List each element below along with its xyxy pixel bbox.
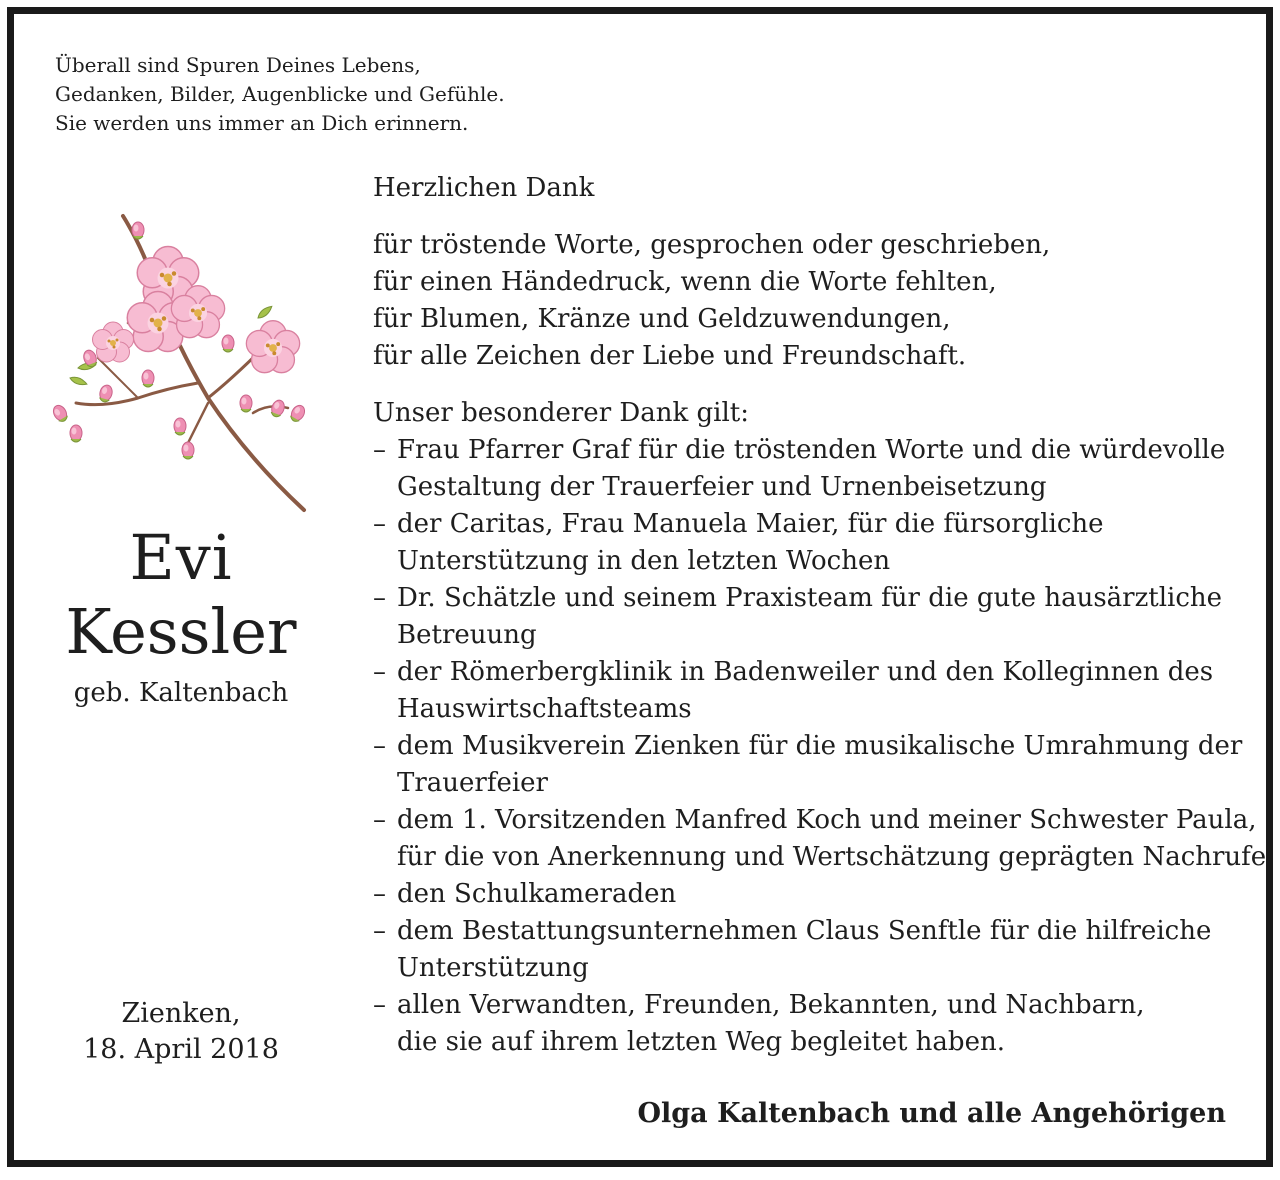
- dash-bullet: –: [373, 509, 386, 539]
- entry-line: für die von Anerkennung und Wertschätzung geprägten Nachrufe: [397, 842, 1267, 872]
- maiden-name: geb. Kaltenbach: [73, 678, 289, 708]
- special-thanks-intro: Unser besonderer Dank gilt:: [373, 398, 749, 428]
- thanks-line: für alle Zeichen der Liebe und Freundschaft.: [373, 341, 967, 371]
- motto-line: Überall sind Spuren Deines Lebens,: [55, 53, 421, 77]
- cherry-blossom-branch-icon: [48, 208, 310, 514]
- place-date: [40, 996, 322, 1068]
- motto-line: Gedanken, Bilder, Augenblicke und Gefühle.: [55, 82, 505, 106]
- thanks-entry: [373, 432, 1233, 506]
- thanks-heading: Herzlichen Dank: [373, 173, 595, 203]
- entry-line: Dr. Schätzle und seinem Praxisteam für die gute hausärztliche: [397, 583, 1223, 613]
- entry-line: der Caritas, Frau Manuela Maier, für die fürsorgliche: [397, 509, 1104, 539]
- dash-bullet: –: [373, 916, 386, 946]
- entry-line: allen Verwandten, Freunden, Bekannten, und Nachbarn,: [397, 990, 1145, 1020]
- motto-verse: [55, 51, 505, 138]
- motto-line: Sie werden uns immer an Dich erinnern.: [55, 111, 469, 135]
- entry-line: dem 1. Vorsitzenden Manfred Koch und meiner Schwester Paula,: [397, 805, 1257, 835]
- place: Zienken,: [121, 998, 241, 1029]
- entry-line: Unterstützung in den letzten Wochen: [397, 546, 891, 576]
- thanks-line: für tröstende Worte, gesprochen oder geschrieben,: [373, 230, 1051, 260]
- thanks-text: [373, 170, 1267, 1061]
- entry-line: den Schulkameraden: [397, 879, 677, 909]
- dash-bullet: –: [373, 583, 386, 613]
- entry-line: dem Musikverein Zienken für die musikalische Umrahmung der: [397, 731, 1243, 761]
- thanks-line: für Blumen, Kränze und Geldzuwendungen,: [373, 304, 951, 334]
- thanks-entry: [373, 654, 1233, 728]
- last-name: Kessler: [65, 595, 297, 668]
- dash-bullet: –: [373, 657, 386, 687]
- entry-line: die sie auf ihrem letzten Weg begleitet haben.: [397, 1027, 1005, 1057]
- thanks-entry: [373, 728, 1243, 802]
- dash-bullet: –: [373, 990, 386, 1020]
- thanks-entry: [373, 506, 1233, 580]
- entry-line: der Römerbergklinik in Badenweiler und den Kolleginnen des: [397, 657, 1214, 687]
- dash-bullet: –: [373, 731, 386, 761]
- signature: Olga Kaltenbach und alle Angehörigen: [637, 1098, 1226, 1129]
- entry-line: Hauswirtschaftsteams: [397, 694, 692, 724]
- thanks-entry: [373, 876, 1233, 913]
- thanks-entry: [373, 802, 1267, 876]
- entry-line: dem Bestattungsunternehmen Claus Senftle für die hilfreiche: [397, 916, 1212, 946]
- thanks-entry: [373, 580, 1233, 654]
- entry-line: Trauerfeier: [397, 768, 548, 798]
- thanks-line: für einen Händedruck, wenn die Worte fehlten,: [373, 267, 997, 297]
- thanks-entry: [373, 987, 1233, 1061]
- entry-line: Betreuung: [397, 620, 537, 650]
- date: 18. April 2018: [83, 1034, 279, 1065]
- deceased-name-block: [40, 520, 322, 710]
- dash-bullet: –: [373, 879, 386, 909]
- first-name: Evi: [129, 521, 233, 594]
- dash-bullet: –: [373, 435, 386, 465]
- entry-line: Unterstützung: [397, 953, 589, 983]
- entry-line: Frau Pfarrer Graf für die tröstenden Worte und die würdevolle: [397, 435, 1226, 465]
- thanks-entry: [373, 913, 1233, 987]
- thanks-verse: [373, 227, 1233, 375]
- entry-line: Gestaltung der Trauerfeier und Urnenbeisetzung: [397, 472, 1047, 502]
- dash-bullet: –: [373, 805, 386, 835]
